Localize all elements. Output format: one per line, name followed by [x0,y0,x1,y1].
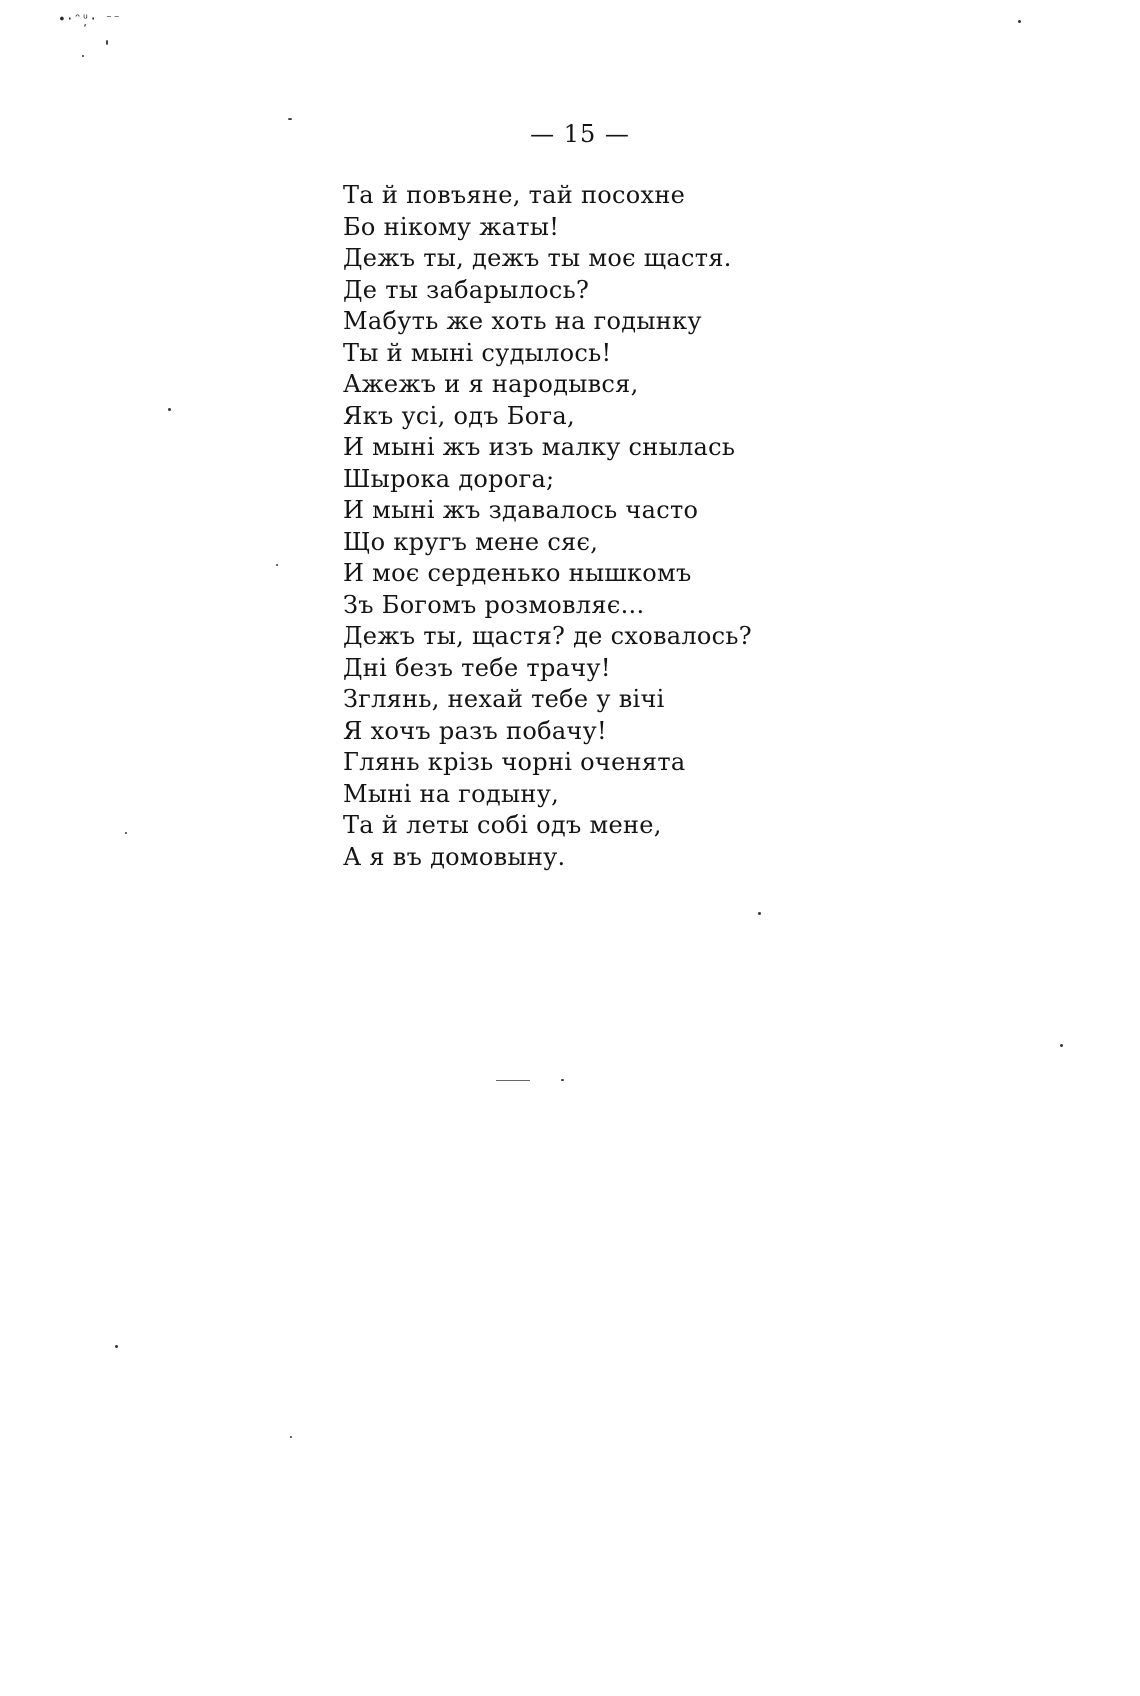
poem-line: Дежъ ты, дежъ ты моє щастя. [343,244,732,272]
dust-speck [115,1345,118,1348]
dash-mark [496,1080,530,1081]
poem-line: Глянь крізь чорні оченята [343,748,686,776]
poem-line: Зъ Богомъ розмовляє... [343,590,645,619]
corner-smudge: ∙·ᵔ̦ᵘ· ⁻⁻ [58,12,121,27]
poem-line: Ажежъ и я народывся, [343,370,639,398]
poem-line: Я хочъ разъ побачу! [343,716,607,745]
poem-line: Бо нікому жаты! [343,212,560,241]
poem-line: И мыні жъ здавалось часто [343,496,699,524]
poem-line: Зглянь, нехай тебе у вічі [343,685,665,713]
poem-line: Дні безъ тебе трачу! [343,653,611,682]
poem-line: Мабуть же хоть на годынку [343,307,702,335]
dust-speck [276,564,278,566]
poem-line: Дежъ ты, щастя? де сховалось? [343,622,752,650]
dust-speck [758,912,761,915]
dust-speck [1060,1044,1063,1047]
poem-line: Що кругъ мене сяє, [343,527,599,556]
dust-speck [561,1079,564,1081]
poem-line: Та й повъяне, тай посохне [343,181,686,209]
dust-speck [290,1436,292,1438]
poem-line: Ты й мыні судылось! [343,338,612,367]
poem-line: Де ты забарылось? [343,275,590,304]
poem-line: И мыні жъ изъ малку снылась [343,433,736,461]
poem-line: И моє серденько нышкомъ [343,559,692,587]
dust-speck [168,408,171,411]
poem-line: Та й леты собі одъ мене, [343,811,662,839]
dust-speck [125,832,127,834]
page-number: — 15 — [530,120,630,148]
poem-line: А я въ домовыну. [343,842,566,871]
poem-line: Якъ усі, одъ Бога, [343,401,575,430]
dust-speck [106,40,108,45]
dust-speck [288,118,292,120]
dust-speck [82,55,84,57]
dust-speck [1018,20,1021,23]
poem-line: Шырока дорога; [343,464,555,493]
poem-line: Мыні на годыну, [343,779,560,808]
poem-text [343,180,752,873]
